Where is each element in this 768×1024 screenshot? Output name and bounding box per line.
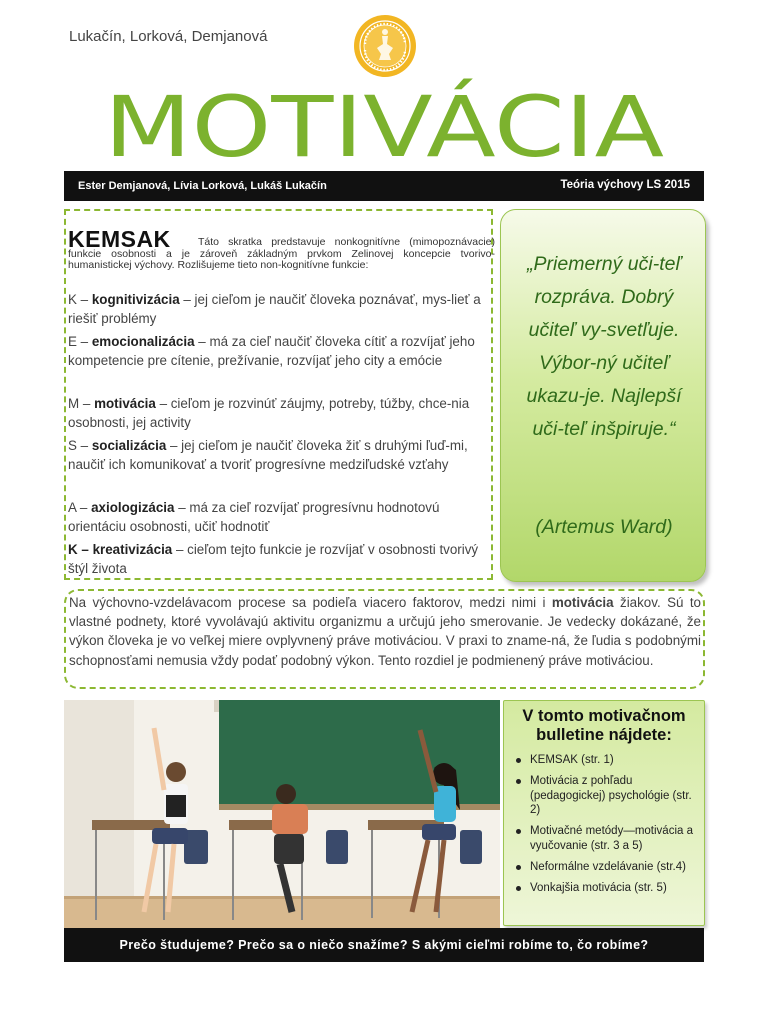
contents-item: Motivačné metódy—motivácia a vyučovanie (str. 3 a 5) <box>514 824 700 853</box>
quote-box <box>500 209 706 582</box>
quote-author: (Artemus Ward) <box>535 516 673 538</box>
quote-text: „Priemerný uči-teľ rozpráva. Dobrý učiteľ vy-svetľuje. Výbor-ný učiteľ ukazu-je. Najlepší uči-teľ inšpiruje.“ <box>526 253 682 440</box>
contents-item: Neformálne vzdelávanie (str.4) <box>514 860 700 875</box>
kemsak-intro: Táto skratka predstavuje nonkognitívne (mimopoznávacie) funkcie osobnosti a je zároveň základným prvkom Zelinovej koncepcie tvorivo-humanistickej výchovy. Rozlišujeme tieto non-kognitívne funkcie: <box>68 236 495 271</box>
contents-item: KEMSAK (str. 1) <box>514 753 700 768</box>
contents-box <box>503 700 705 926</box>
kemsak-section <box>64 209 493 580</box>
contents-item: Vonkajšia motivácia (str. 5) <box>514 881 700 896</box>
page-title <box>0 70 768 170</box>
contents-title: V tomto motivačnom bulletine nájdete: <box>522 707 686 744</box>
authors-short: Lukačín, Lorková, Demjanová <box>69 28 268 45</box>
footer-question: Prečo študujeme? Prečo sa o niečo snažíme? S akými cieľmi robíme to, čo robíme? <box>64 928 704 962</box>
kemsak-item-e: E – emocionalizácia – má za cieľ naučiť človeka cítiť a rozvíjať jeho kompetencie pre cítenie, prežívanie, rozvíjať jeho city a emócie <box>68 334 475 368</box>
university-seal-icon <box>353 14 417 78</box>
title-text: MOTIVÁCIA <box>104 78 664 170</box>
kemsak-heading: KEMSAK <box>68 226 171 252</box>
kemsak-item-s: S – socializácia – jej cieľom je naučiť človeka žiť s druhými ľuď-mi, naučiť ich komunikovať a tvoriť progresívne medziľudské vzťahy <box>68 438 468 472</box>
kemsak-item-k2: K – kreativizácia – cieľom tejto funkcie je rozvíjať v osobnosti tvorivý štýl života <box>68 542 479 576</box>
kemsak-item-a: A – axiologizácia – má za cieľ rozvíjať progresívnu hodnotovú orientáciu osobnosti, učiť hodnotiť <box>68 500 440 534</box>
intro-paragraph-box <box>64 589 705 689</box>
classroom-photo <box>64 700 500 928</box>
authors-bar <box>64 171 704 201</box>
contents-item: Motivácia z pohľadu (pedagogickej) psychológie (str. 2) <box>514 774 700 818</box>
kemsak-item-k1: K – kognitivizácia – jej cieľom je naučiť človeka poznávať, mys-lieť a riešiť problémy <box>68 292 481 326</box>
intro-paragraph: Na výchovno-vzdelávacom procese sa podieľa viacero faktorov, medzi nimi i motivácia žiakov. Sú to vlastné podnety, ktoré vyvolávajú aktivitu organizmu a určujú jeho smerovanie. Je vedecky dokázané, že výkon človeka je vo veľkej miere ovplyvnený práve motiváciou. V praxi to zname-ná, že ľudia s podobnými schopnosťami nemusia vždy podať podobný výkon. Tento rozdiel je podmienený práve motiváciou. <box>69 595 701 668</box>
authors-full: Ester Demjanová, Lívia Lorková, Lukáš Lukačín <box>78 180 327 192</box>
course-label: Teória výchovy LS 2015 <box>560 179 690 191</box>
contents-list <box>514 753 700 902</box>
kemsak-item-m: M – motivácia – cieľom je rozvinúť záujmy, potreby, túžby, chce-nia osobnosti, jej activity <box>68 396 470 430</box>
